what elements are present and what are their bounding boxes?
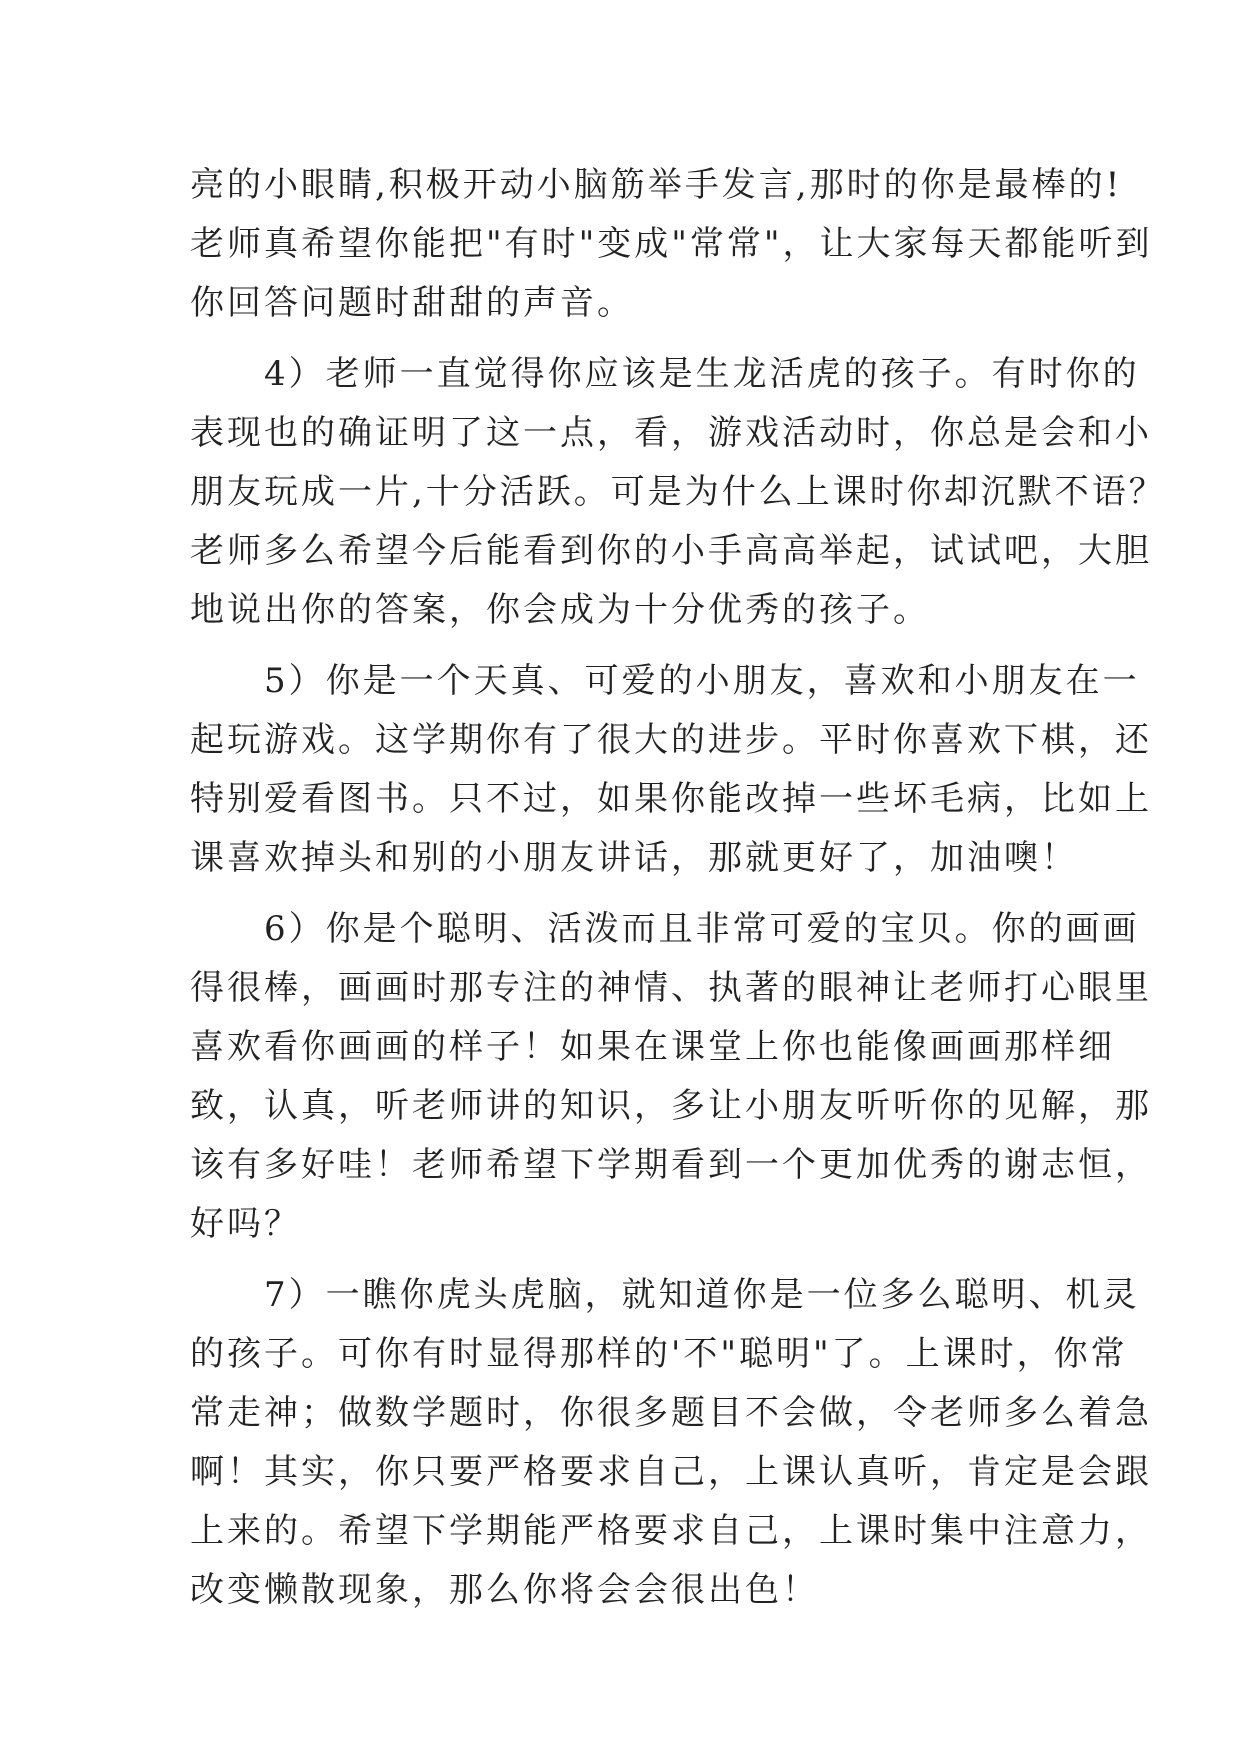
paragraph-5-start: 5）你是一个天真、可爱的小朋友，喜欢和小朋友在一	[190, 661, 1140, 701]
text-line: 老师多么希望今后能看到你的小手高高举起，试试吧，大胆	[190, 531, 1152, 571]
text-line: 改变懒散现象，那么你将会会很出色！	[190, 1570, 819, 1610]
text-line: 致，认真，听老师讲的知识，多让小朋友听听你的见解，那	[190, 1086, 1152, 1126]
paragraph-4-start: 4）老师一直觉得你应该是生龙活虎的孩子。有时你的	[190, 354, 1140, 394]
text-line: 亮的小眼睛,积极开动小脑筋举手发言,那时的你是最棒的!	[190, 165, 1123, 205]
text-line: 常走神；做数学题时，你很多题目不会做，令老师多么着急	[190, 1393, 1152, 1433]
text-line: 啊！其实，你只要严格要求自己，上课认真听，肯定是会跟	[190, 1452, 1152, 1492]
paragraph-6-start: 6）你是个聪明、活泼而且非常可爱的宝贝。你的画画	[190, 909, 1140, 949]
document-body	[190, 156, 1166, 1620]
text-line: 特别爱看图书。只不过，如果你能改掉一些坏毛病，比如上	[190, 779, 1152, 819]
text-line: 喜欢看你画画的样子！如果在课堂上你也能像画画那样细	[190, 1027, 1115, 1067]
text-line: 该有多好哇！老师希望下学期看到一个更加优秀的谢志恒，	[190, 1145, 1152, 1185]
text-line: 课喜欢掉头和别的小朋友讲话，那就更好了，加油噢！	[190, 838, 1078, 878]
text-line: 上来的。希望下学期能严格要求自己，上课时集中注意力，	[190, 1511, 1152, 1551]
text-line: 你回答问题时甜甜的声音。	[190, 283, 634, 323]
text-line: 的孩子。可你有时显得那样的'不"聪明"了。上课时，你常	[190, 1334, 1128, 1374]
paragraph-7-start: 7）一瞧你虎头虎脑，就知道你是一位多么聪明、机灵	[190, 1275, 1140, 1315]
text-line: 朋友玩成一片,十分活跃。可是为什么上课时你却沉默不语？	[190, 472, 1166, 512]
text-line: 起玩游戏。这学期你有了很大的进步。平时你喜欢下棋，还	[190, 720, 1152, 760]
text-line: 得很棒，画画时那专注的神情、执著的眼神让老师打心眼里	[190, 968, 1152, 1008]
text-line: 老师真希望你能把"有时"变成"常常"，让大家每天都能听到	[190, 224, 1153, 264]
text-line: 地说出你的答案，你会成为十分优秀的孩子。	[190, 590, 930, 630]
text-line: 表现也的确证明了这一点，看，游戏活动时，你总是会和小	[190, 413, 1152, 453]
text-line: 好吗？	[190, 1204, 301, 1244]
